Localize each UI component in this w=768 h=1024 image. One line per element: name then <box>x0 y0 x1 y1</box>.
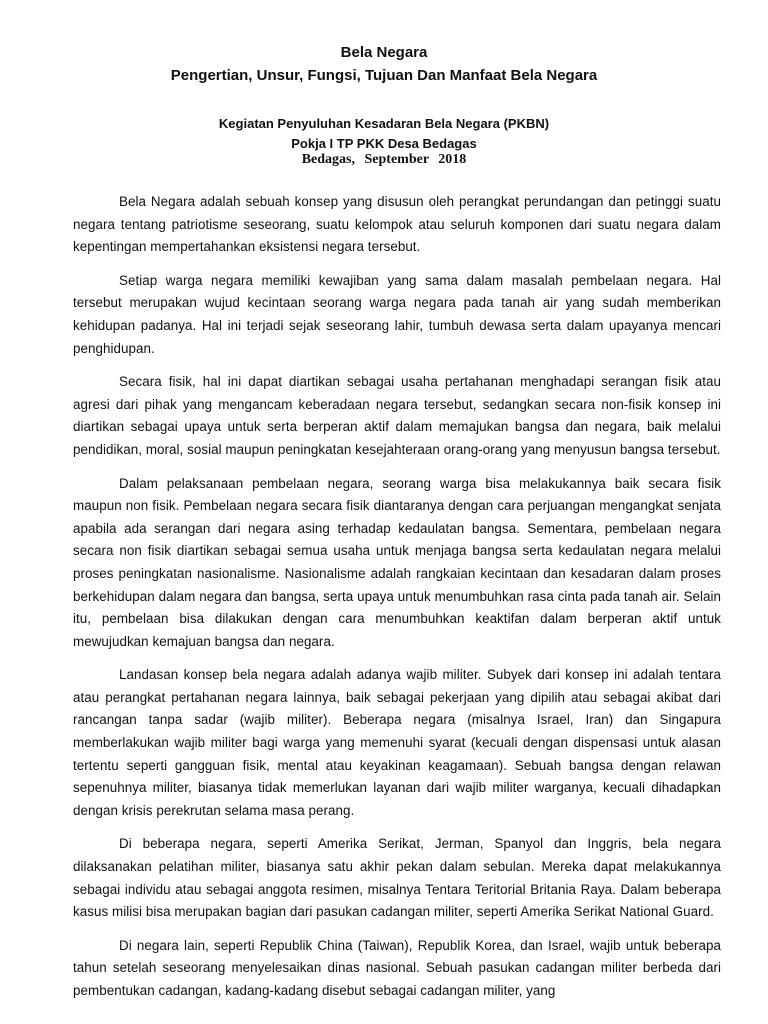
paragraph-1: Bela Negara adalah sebuah konsep yang disusun oleh perangkat perundangan dan petinggi suatu negara tentang patriotisme seseorang, suatu kelompok atau seluruh komponen dari suatu negara dalam kepentingan mempertahankan eksistensi negara tersebut. <box>73 194 721 255</box>
paragraph-6: Di beberapa negara, seperti Amerika Serikat, Jerman, Spanyol dan Inggris, bela negara dilaksanakan pelatihan militer, biasanya satu akhir pekan dalam sebulan. Mereka dapat melakukannya sebagai individu atau sebagai anggota resimen, misalnya Tentara Teritorial Britania Raya. Dalam beberapa kasus milisi bisa merupakan bagian dari pasukan cadangan militer, seperti Amerika Serikat National Guard. <box>73 836 721 920</box>
event-name: Kegiatan Penyuluhan Kesadaran Bela Negara (PKBN) <box>218 116 550 131</box>
document-subtitle: Pengertian, Unsur, Fungsi, Tujuan Dan Manfaat Bela Negara <box>170 67 598 84</box>
document-title: Bela Negara <box>340 44 428 61</box>
paragraph-4: Dalam pelaksanaan pembelaan negara, seorang warga bisa melakukannya baik secara fisik maupun non fisik. Pembelaan negara secara fisik diantaranya dengan cara perjuangan mengangkat senjata apabila ada serangan dari negara asing terhadap kedaulatan bangsa. Sementara, pembelaan negara secara non fisik diartikan sebagai semua usaha untuk menjaga bangsa serta kedaulatan negara melalui proses peningkatan nasionalisme. Nasionalisme adalah rangkaian kecintaan dan kesadaran dalam proses berkehidupan dalam negara dan bangsa, serta upaya untuk menumbuhkan rasa cinta pada tanah air. Selain itu, pembelaan bisa dilakukan dengan cara menumbuhkan keaktifan dalam berperan aktif untuk mewujudkan kemajuan bangsa dan negara. <box>73 475 721 649</box>
paragraph-7: Di negara lain, seperti Republik China (Taiwan), Republik Korea, dan Israel, wajib untuk beberapa tahun setelah seseorang menyelesaikan dinas nasional. Sebuah pasukan cadangan militer berbeda dari pembentukan cadangan, kadang-kadang disebut sebagai cadangan militer, yang <box>73 937 721 998</box>
paragraph-3: Secara fisik, hal ini dapat diartikan sebagai usaha pertahanan menghadapi serangan fisik atau agresi dari pihak yang mengancam keberadaan negara tersebut, sedangkan secara non-fisik konsep ini diartikan sebagai upaya untuk serta berperan aktif dalam memajukan bangsa dan negara, baik melalui pendidikan, moral, sosial maupun peningkatan kesejahteraan orang-orang yang menyusun bangsa tersebut. <box>73 374 721 457</box>
organization-name: Pokja I TP PKK Desa Bedagas <box>291 136 477 151</box>
paragraph-2: Setiap warga negara memiliki kewajiban yang sama dalam masalah pembelaan negara. Hal tersebut merupakan wujud kecintaan seorang warga negara pada tanah air yang sudah memberikan kehidupan padanya. Hal ini terjadi sejak seseorang lahir, tumbuh dewasa serta dalam upayanya mencari penghidupan. <box>73 272 721 356</box>
paragraph-5: Landasan konsep bela negara adalah adanya wajib militer. Subyek dari konsep ini adalah tentara atau perangkat pertahanan negara lainnya, baik sebagai pekerjaan yang dipilih atau sebagai akibat dari rancangan tanpa sadar (wajib militer). Beberapa negara (misalnya Israel, Iran) dan Singapura memberlakukan wajib militer bagi warga yang memenuhi syarat (kecuali dengan dispensasi untuk alasan tertentu seperti gangguan fisik, mental atau keyakinan keagamaan). Sebuah bangsa dengan relawan sepenuhnya militer, biasanya tidak memerlukan layanan dari wajib militer warganya, kecuali dihadapkan dengan krisis perekrutan selama masa perang. <box>73 667 721 818</box>
document-body <box>73 191 721 1014</box>
place-date: Bedagas, September 2018 <box>301 152 467 167</box>
